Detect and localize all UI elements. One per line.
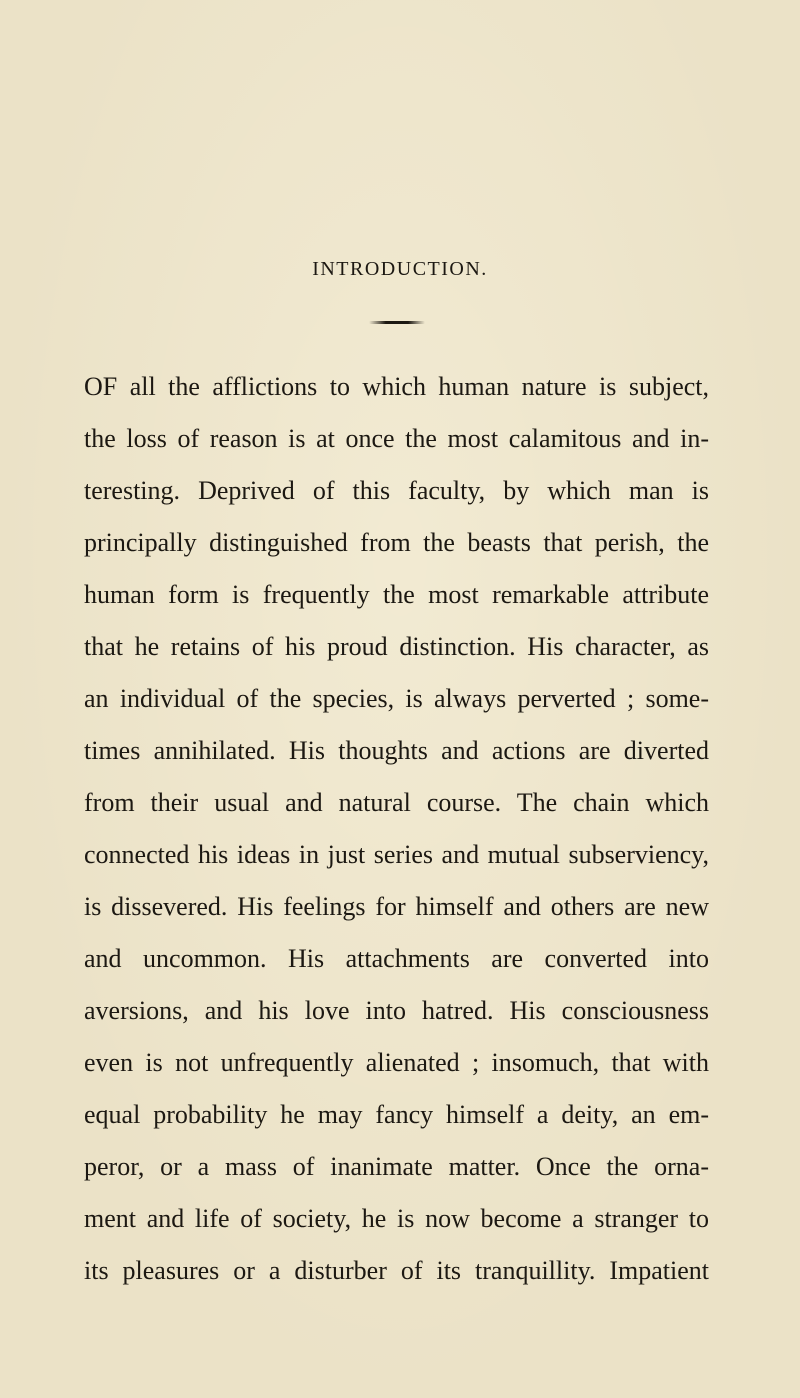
text-line: an individual of the species, is always perverted ; some- [84, 684, 709, 713]
text-line: and uncommon. His attachments are converted into [84, 944, 709, 973]
chapter-heading: INTRODUCTION. [312, 258, 488, 280]
text-line: the loss of reason is at once the most calamitous and in- [84, 424, 709, 453]
text-line: connected his ideas in just series and mutual subserviency, [84, 840, 709, 869]
text-line: equal probability he may fancy himself a deity, an em- [84, 1100, 709, 1129]
text-line: principally distinguished from the beasts that perish, the [84, 528, 709, 557]
text-line: OF all the afflictions to which human nature is subject, [84, 372, 709, 401]
heading-rule [369, 321, 425, 324]
text-line: its pleasures or a disturber of its tranquillity. Impatient [84, 1256, 709, 1285]
text-line: human form is frequently the most remarkable attribute [84, 580, 709, 609]
text-line: teresting. Deprived of this faculty, by which man is [84, 476, 709, 505]
text-line: aversions, and his love into hatred. His consciousness [84, 996, 709, 1025]
text-line: from their usual and natural course. The chain which [84, 788, 709, 817]
text-line: peror, or a mass of inanimate matter. Once the orna- [84, 1152, 709, 1181]
text-line: is dissevered. His feelings for himself and others are new [84, 892, 709, 921]
text-line: times annihilated. His thoughts and actions are diverted [84, 736, 709, 765]
text-line: that he retains of his proud distinction. His character, as [84, 632, 709, 661]
text-line: even is not unfrequently alienated ; insomuch, that with [84, 1048, 709, 1077]
text-line: ment and life of society, he is now become a stranger to [84, 1204, 709, 1233]
